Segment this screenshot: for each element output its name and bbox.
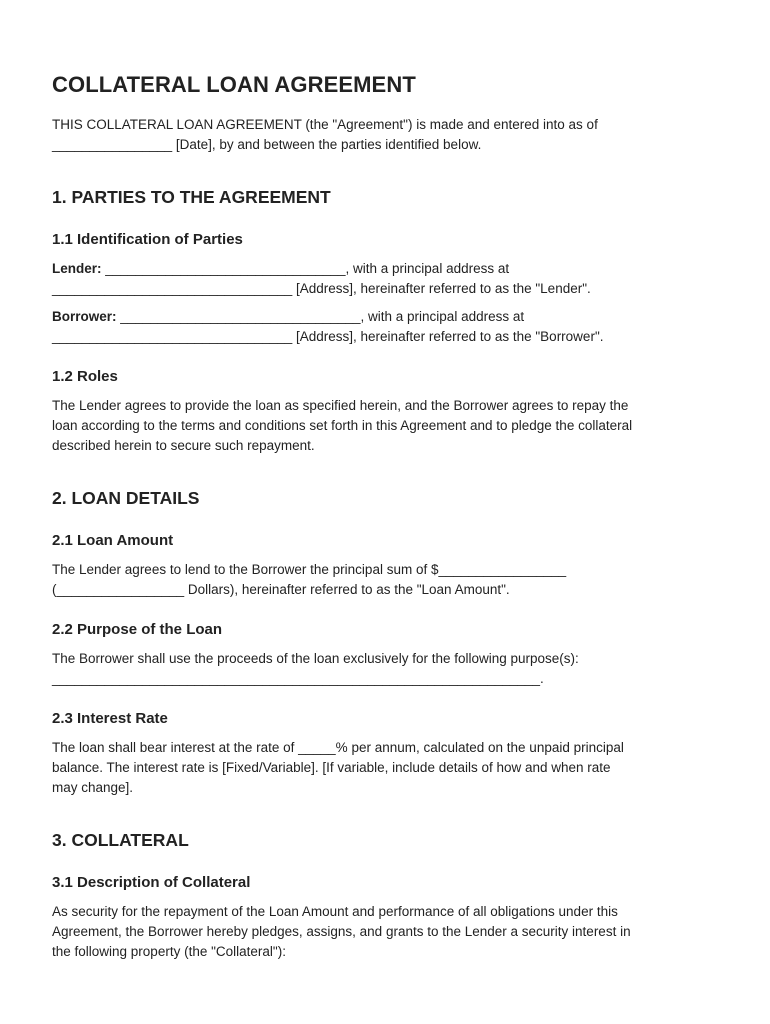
intro-paragraph — [52, 115, 730, 155]
purpose-line-2: _________________________________________________________________. — [52, 671, 544, 686]
section-2-2-heading: 2.2 Purpose of the Loan — [52, 621, 223, 638]
borrower-label: Borrower: — [52, 309, 117, 324]
intro-line-2: ________________ [Date], by and between the parties identified below. — [52, 137, 482, 152]
document-title: COLLATERAL LOAN AGREEMENT — [52, 72, 416, 97]
borrower-line-1: ________________________________, with a principal address at — [116, 309, 525, 324]
interest-line-2: balance. The interest rate is [Fixed/Variable]. [If variable, include details of how and when rate — [52, 760, 611, 775]
section-2-1-heading: 2.1 Loan Amount — [52, 532, 174, 549]
section-1-heading: 1. PARTIES TO THE AGREEMENT — [52, 187, 331, 207]
lender-line-1: ________________________________, with a principal address at — [101, 261, 510, 276]
collateral-line-2: Agreement, the Borrower hereby pledges, assigns, and grants to the Lender a security interest in — [52, 924, 631, 939]
roles-paragraph — [52, 396, 730, 456]
section-1-1-heading: 1.1 Identification of Parties — [52, 231, 243, 248]
interest-line-1: The loan shall bear interest at the rate of _____% per annum, calculated on the unpaid principal — [52, 740, 624, 755]
lender-paragraph — [52, 259, 730, 299]
roles-line-1: The Lender agrees to provide the loan as specified herein, and the Borrower agrees to repay the — [52, 398, 629, 413]
borrower-line-2: ________________________________ [Address], hereinafter referred to as the "Borrower". — [52, 329, 604, 344]
collateral-paragraph — [52, 902, 730, 962]
purpose-line-1: The Borrower shall use the proceeds of the loan exclusively for the following purpose(s): — [52, 651, 579, 666]
section-2-heading: 2. LOAN DETAILS — [52, 488, 200, 508]
intro-line-1: THIS COLLATERAL LOAN AGREEMENT (the "Agreement") is made and entered into as of — [52, 117, 598, 132]
loan-amount-line-2: (_________________ Dollars), hereinafter referred to as the "Loan Amount". — [52, 582, 510, 597]
purpose-paragraph — [52, 649, 730, 689]
borrower-paragraph — [52, 307, 730, 347]
interest-paragraph — [52, 738, 730, 798]
lender-line-2: ________________________________ [Address], hereinafter referred to as the "Lender". — [52, 281, 591, 296]
lender-label: Lender: — [52, 261, 102, 276]
section-2-3-heading: 2.3 Interest Rate — [52, 710, 168, 727]
collateral-line-1: As security for the repayment of the Loan Amount and performance of all obligations under this — [52, 904, 618, 919]
section-1-2-heading: 1.2 Roles — [52, 368, 118, 385]
section-3-heading: 3. COLLATERAL — [52, 830, 189, 850]
loan-amount-paragraph — [52, 560, 730, 600]
roles-line-3: described herein to secure such repayment. — [52, 438, 315, 453]
collateral-line-3: the following property (the "Collateral"): — [52, 944, 286, 959]
roles-line-2: loan according to the terms and conditions set forth in this Agreement and to pledge the collateral — [52, 418, 633, 433]
section-3-1-heading: 3.1 Description of Collateral — [52, 874, 251, 891]
loan-amount-line-1: The Lender agrees to lend to the Borrower the principal sum of $_________________ — [52, 562, 567, 577]
interest-line-3: may change]. — [52, 780, 134, 795]
